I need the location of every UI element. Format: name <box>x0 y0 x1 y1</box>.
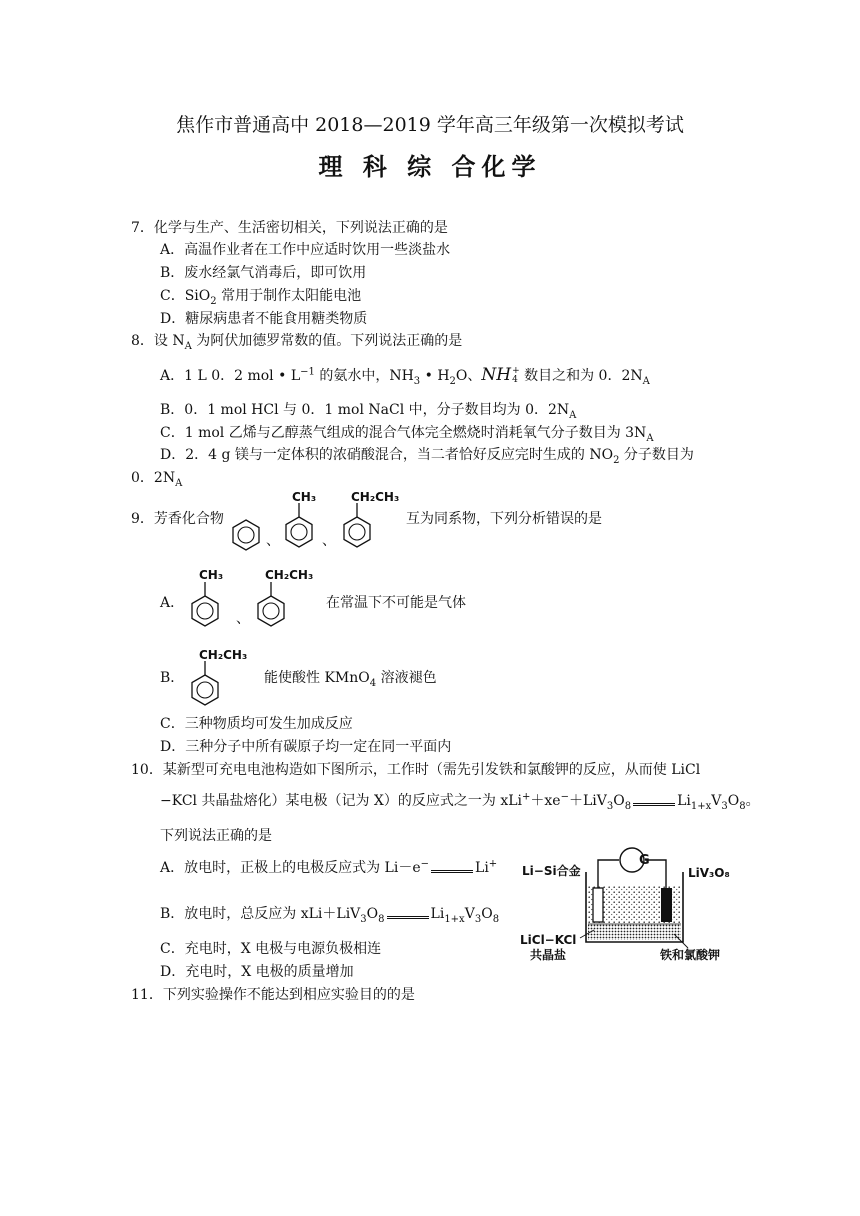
subject-title: 理 科 综 合化学 <box>318 153 542 181</box>
q9-stem-end: 互为同系物，下列分析错误的是 <box>406 511 602 527</box>
q7-stem: 7．化学与生产、生活密切相关，下列说法正确的是 <box>131 220 448 236</box>
q8-option-d-cont: 0．$2N_A$ <box>131 470 183 489</box>
q7-option-a: A．高温作业者在工作中应适时饮用一些淡盐水 <box>160 242 451 258</box>
q8-option-a: A．1 L 0．2 mol • $L^{-1}$ 的氨水中，$NH_3$ • $H_2O$、NH + 4 数目之和为 0．$2N_A$ <box>160 365 650 387</box>
q9-separator-2: 、 <box>322 533 336 549</box>
q7-option-d: D．糖尿病患者不能食用糖类物质 <box>160 311 368 327</box>
q10-option-a: A．放电时，正极上的电极反应式为 Li－e− Li+ <box>160 858 498 876</box>
q9a-separator: 、 <box>236 611 250 627</box>
q7-option-c: C．SiO$_2$ 常用于制作太阳能电池 <box>160 288 362 307</box>
diagram-label-liv3o8: LiV₃O₈ <box>688 866 730 880</box>
toluene-structure <box>283 503 315 551</box>
diagram-label-li-si-alloy: Li−Si合金 <box>522 864 581 878</box>
q11-stem: 11．下列实验操作不能达到相应实验目的的是 <box>131 987 415 1003</box>
q10-stem-line3: 下列说法正确的是 <box>160 828 272 844</box>
q9-option-a-label: A． <box>160 595 185 611</box>
q9a-ch2ch3-label: CH₂CH₃ <box>265 568 314 582</box>
q10-stem-line1: 10．某新型可充电电池构造如下图所示，工作时（需先引发铁和氯酸钾的反应，从而使 LiCl <box>131 762 701 778</box>
q10-option-d: D．充电时，X 电极的质量增加 <box>160 964 354 980</box>
q10-option-c: C．充电时，X 电极与电源负极相连 <box>160 941 382 957</box>
q9-option-c: C．三种物质均可发生加成反应 <box>160 716 353 732</box>
q9a-ch3-label: CH₃ <box>199 568 224 582</box>
q9-option-d: D．三种分子中所有碳原子均一定在同一平面内 <box>160 739 452 755</box>
diagram-label-eutectic-salt: 共晶盐 <box>530 948 567 962</box>
q9a-ethylbenzene-structure <box>255 582 287 630</box>
q8-stem: 8．设 $N_A$ 为阿伏加德罗常数的值。下列说法正确的是 <box>131 333 463 352</box>
q9a-toluene-structure <box>189 582 221 630</box>
q9-option-b-text: 能使酸性 KMnO$_4$ 溶液褪色 <box>264 670 437 689</box>
benzene-structure <box>230 518 262 552</box>
diagram-label-fe-kclo3: 铁和氯酸钾 <box>660 948 721 962</box>
q9-option-a-text: 在常温下不可能是气体 <box>326 595 466 611</box>
q8-option-d: D．2．4 g 镁与一定体积的浓硝酸混合，当二者恰好反应完时生成的 $NO_2$ 分子数目为 <box>160 447 694 466</box>
q10-stem-line2: −KCl 共晶盐熔化）某电极（记为 X）的反应式之一为 $xLi^++xe^-+LiV_3O_8$ $Li_{1+x}V_3O_8$。 <box>160 791 760 812</box>
q8-option-b: B．0．1 mol HCl 与 0．1 mol NaCl 中，分子数目均为 0．$2N_A$ <box>160 402 577 421</box>
exam-title: 焦作市普通高中 2018—2019 学年高三年级第一次模拟考试 <box>176 114 684 136</box>
q9-option-b-label: B． <box>160 670 185 686</box>
q10-option-b: B．放电时，总反应为 $xLi+LiV_3O_8$ $Li_{1+x}V_3O_8$ <box>160 906 500 925</box>
q9-separator-1: 、 <box>266 533 280 549</box>
q9b-ch2ch3-label: CH₂CH₃ <box>199 648 248 662</box>
q9b-ethylbenzene-structure <box>189 661 221 709</box>
ethylbenzene-structure <box>341 503 373 551</box>
diagram-label-meter: G <box>639 853 650 868</box>
toluene-ch3-label: CH₃ <box>292 490 317 504</box>
diagram-label-licl-kcl: LiCl−KCl <box>520 933 577 947</box>
q8-option-c: C．1 mol 乙烯与乙醇蒸气组成的混合气体完全燃烧时消耗氧气分子数目为 $3N_A$ <box>160 425 654 444</box>
q9-stem-start: 9．芳香化合物 <box>131 511 224 527</box>
ethylbenzene-ch2ch3-label: CH₂CH₃ <box>351 490 400 504</box>
q7-option-b: B．废水经氯气消毒后，即可饮用 <box>160 265 367 281</box>
